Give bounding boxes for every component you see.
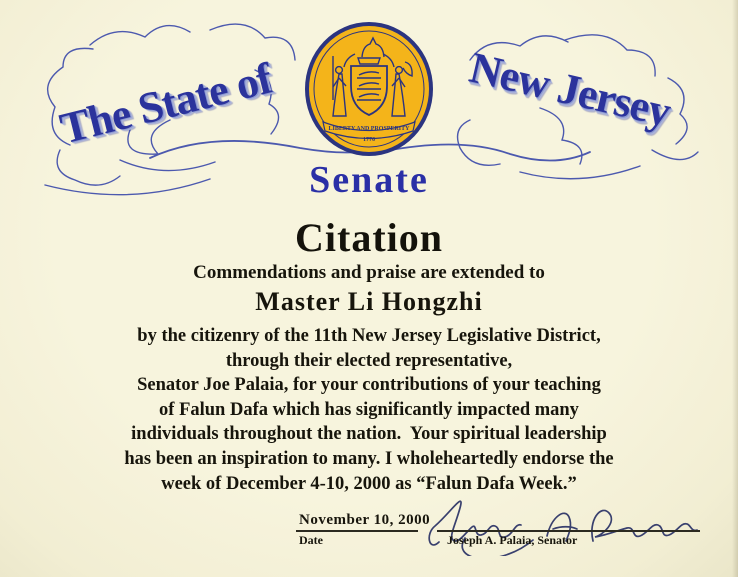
body-line: has been an inspiration to many. I wholeheartedly endorse the xyxy=(124,448,614,469)
body-line: through their elected representative, xyxy=(225,350,513,371)
date-label: Date xyxy=(299,533,323,547)
commendation-intro: Commendations and praise are extended to xyxy=(193,262,545,283)
title-new-jersey: New Jersey xyxy=(465,42,675,137)
title-the-state-of: The State of xyxy=(55,53,277,154)
citation-heading: Citation xyxy=(295,215,443,260)
body-line: individuals throughout the nation. Your spiritual leadership xyxy=(131,424,607,445)
signature-line xyxy=(437,530,700,532)
body-line: by the citizenry of the 11th New Jersey Legislative District, xyxy=(137,326,601,346)
senate-heading: Senate xyxy=(309,159,429,201)
citation-body xyxy=(0,324,738,496)
state-seal xyxy=(303,20,435,163)
date-value: November 10, 2000 xyxy=(299,512,431,528)
recipient-name: Master Li Hongzhi xyxy=(255,287,483,316)
body-line: week of December 4-10, 2000 as “Falun Dafa Week.” xyxy=(161,473,577,494)
body-line: Senator Joe Palaia, for your contributions of your teaching xyxy=(137,375,601,396)
seal-motto-text: LIBERTY AND PROSPERITY xyxy=(328,126,410,132)
date-line xyxy=(296,530,418,532)
body-line: of Falun Dafa which has significantly impacted many xyxy=(159,399,579,420)
seal-year-text: 1776 xyxy=(363,137,375,143)
signature-printed-name: Joseph A. Palaia, Senator xyxy=(447,533,578,547)
state-seal-graphic xyxy=(303,20,435,158)
